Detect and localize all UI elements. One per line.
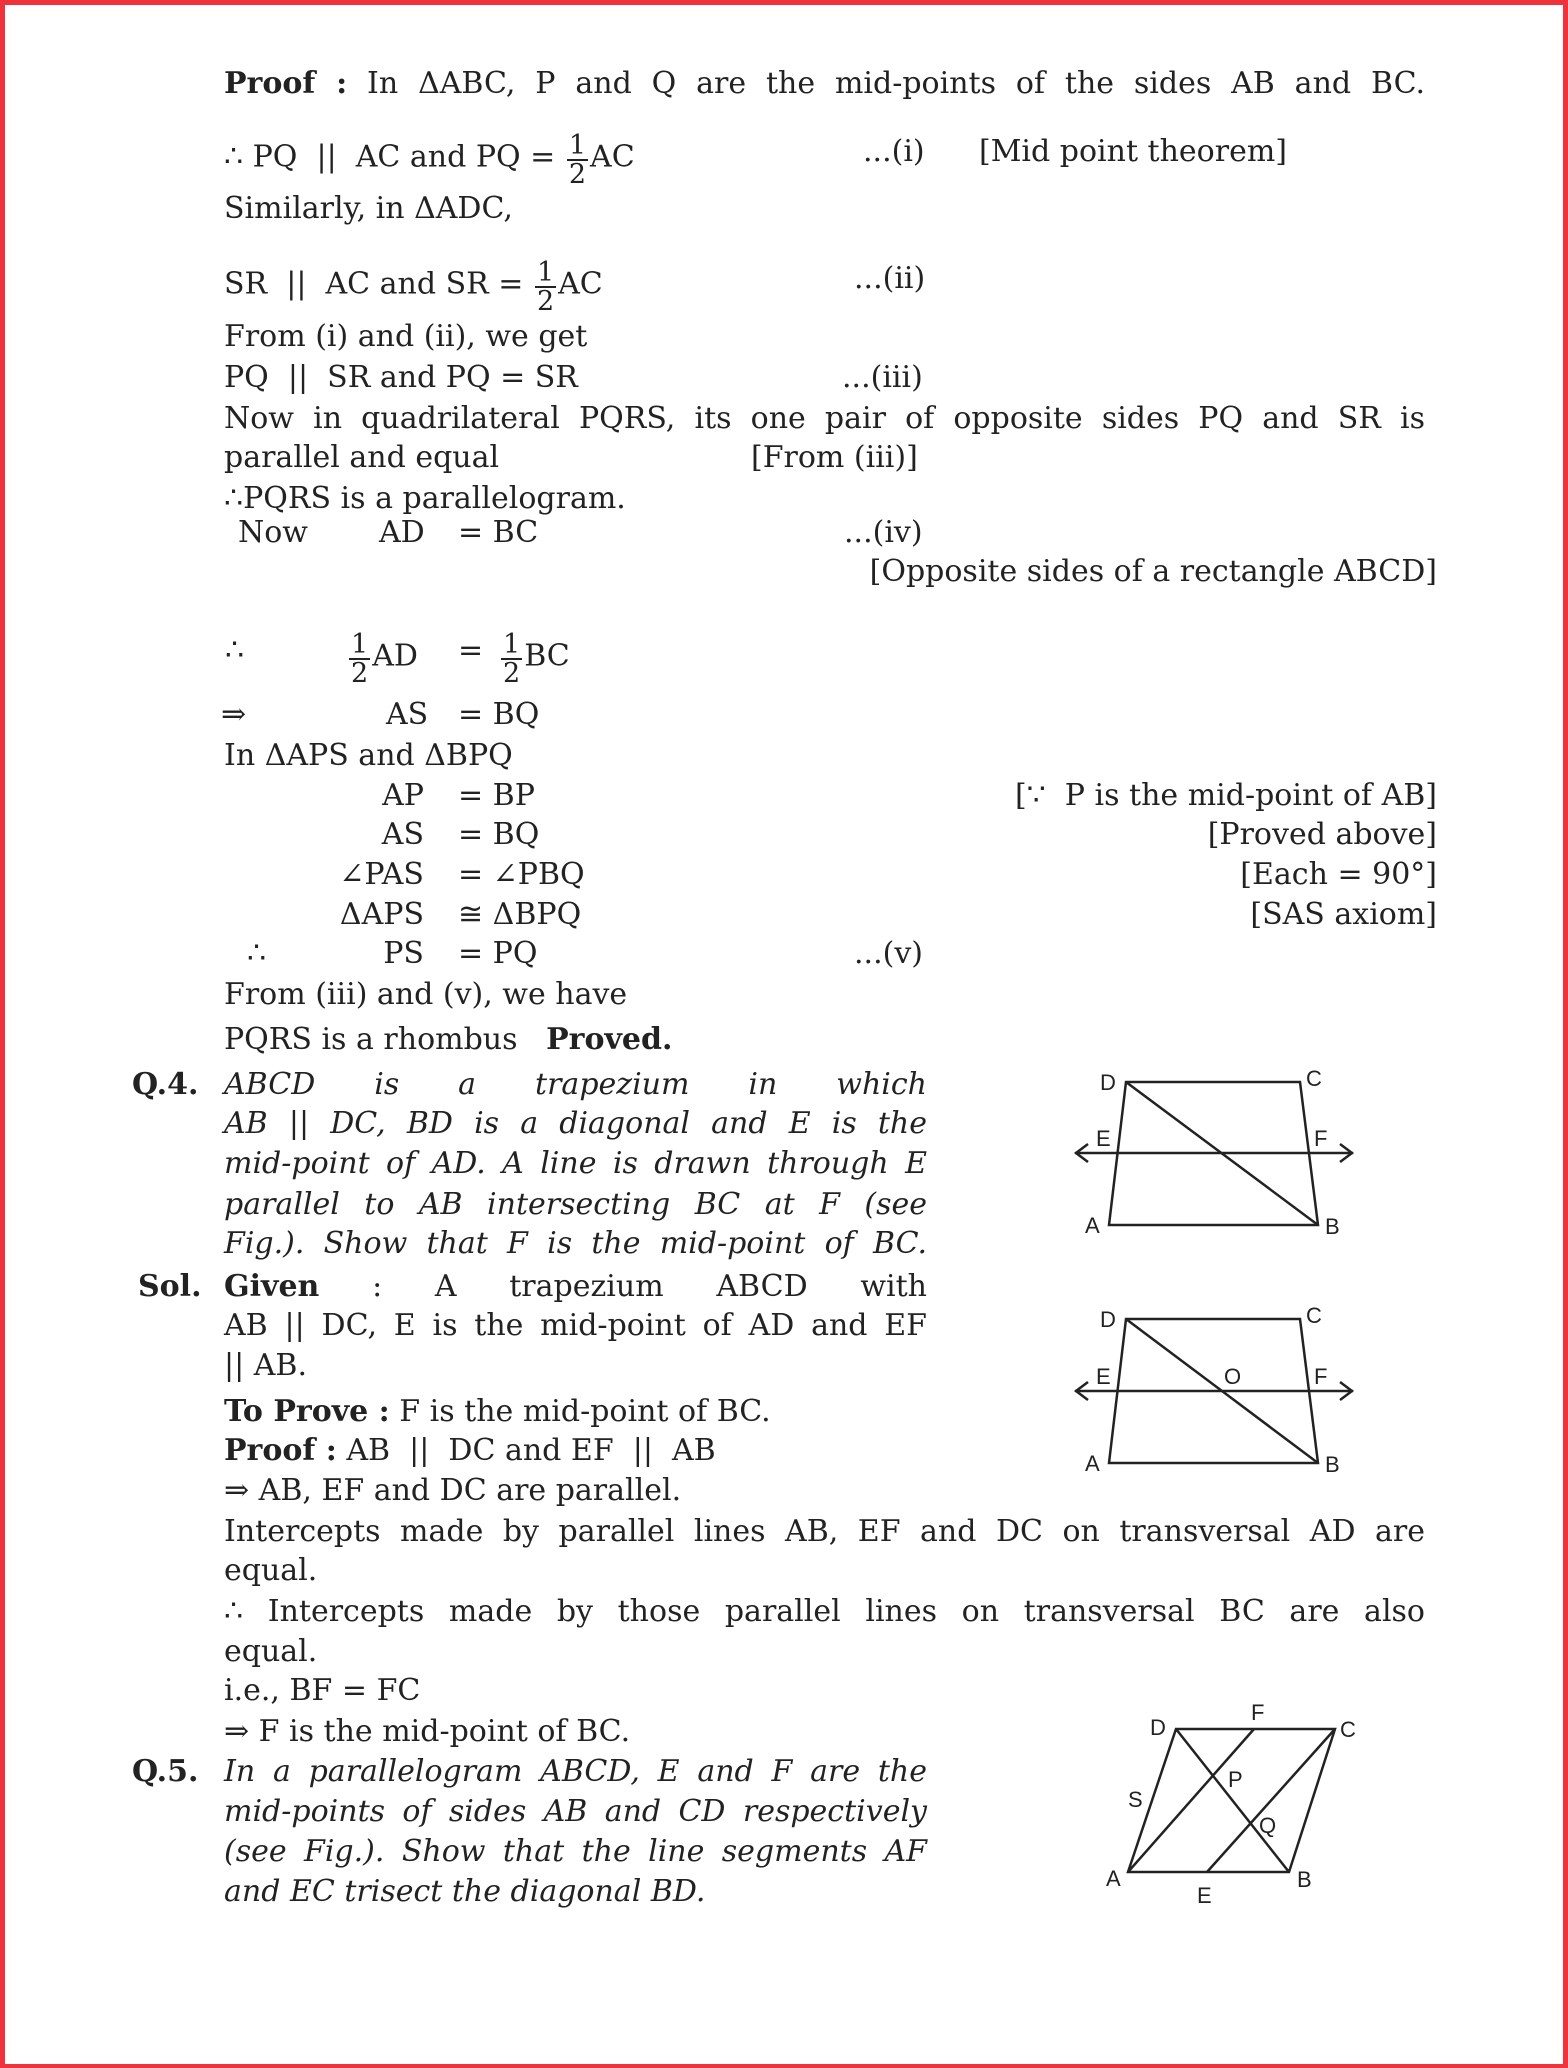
q4-line: AB || DC, BD is a diagonal and E is the bbox=[224, 1106, 927, 1141]
proof-label: Proof : bbox=[224, 66, 348, 101]
equation-text: ∴ PQ || AC and PQ = bbox=[224, 139, 565, 175]
q4-line: mid-point of AD. A line is drawn through E bbox=[224, 1146, 927, 1181]
q5-line: mid-points of sides AB and CD respectively bbox=[224, 1794, 927, 1829]
label-d: D bbox=[1150, 1715, 1166, 1740]
label-c: C bbox=[1340, 1717, 1356, 1742]
q4-line: parallel to AB intersecting BC at F (see bbox=[224, 1187, 927, 1222]
reason-mid-point-theorem: [Mid point theorem] bbox=[979, 134, 1287, 169]
label-o: O bbox=[1224, 1364, 1242, 1389]
sol-line: equal. bbox=[224, 1634, 318, 1669]
numerator: 1 bbox=[536, 257, 555, 288]
reason-from-iii: [From (iii)] bbox=[751, 440, 918, 475]
implies-symbol: ⇒ bbox=[221, 697, 247, 732]
equation-ref-iv: ...(iv) bbox=[844, 515, 923, 550]
equation-ref-iii: ...(iii) bbox=[842, 360, 923, 395]
denominator: 2 bbox=[536, 286, 555, 317]
row-rhs: = BP bbox=[458, 778, 535, 813]
label-f: F bbox=[1314, 1364, 1328, 1389]
row-lhs: AP bbox=[382, 778, 424, 813]
reason-opposite-sides: [Opposite sides of a rectangle ABCD] bbox=[869, 554, 1437, 589]
parallelogram-line: ∴PQRS is a parallelogram. bbox=[224, 481, 626, 516]
row-rhs: = BQ bbox=[458, 817, 540, 852]
q5-line: and EC trisect the diagonal BD. bbox=[224, 1874, 706, 1909]
bc-rhs: = BC bbox=[458, 515, 539, 550]
label-e: E bbox=[1096, 1364, 1111, 1389]
label-d: D bbox=[1100, 1070, 1116, 1095]
label-a: A bbox=[1085, 1451, 1100, 1476]
from-i-ii-line: From (i) and (ii), we get bbox=[224, 319, 588, 354]
q5-line: In a parallelogram ABCD, E and F are the bbox=[224, 1754, 927, 1789]
proof-text: AB || DC and EF || AB bbox=[346, 1433, 716, 1468]
bc-text: BC bbox=[524, 638, 570, 674]
ad-lhs: AD bbox=[379, 515, 425, 550]
parallel-equal-line: parallel and equal bbox=[224, 440, 500, 475]
denominator: 2 bbox=[351, 658, 369, 689]
row-reason: [∵ P is the mid-point of AB] bbox=[1014, 778, 1437, 813]
q5-label: Q.5. bbox=[132, 1754, 199, 1789]
ps-lhs: PS bbox=[383, 936, 424, 971]
bq-rhs: = BQ bbox=[458, 697, 540, 732]
label-a: A bbox=[1085, 1213, 1100, 1238]
parallelogram-figure bbox=[1106, 1700, 1356, 1908]
therefore-symbol: ∴ bbox=[225, 633, 245, 668]
given-label: Given bbox=[224, 1269, 320, 1304]
ad-text: AD bbox=[372, 638, 418, 674]
numerator: 1 bbox=[568, 130, 587, 161]
given-text: : A trapezium ABCD with bbox=[372, 1269, 927, 1304]
label-c: C bbox=[1306, 1303, 1322, 1328]
rhombus-text: PQRS is a rhombus bbox=[224, 1022, 518, 1057]
to-prove-label: To Prove : bbox=[224, 1394, 390, 1429]
segment-af bbox=[1128, 1729, 1254, 1872]
label-d: D bbox=[1100, 1307, 1116, 1332]
given-line-3: || AB. bbox=[224, 1348, 307, 1383]
proved-label: Proved. bbox=[546, 1022, 673, 1057]
sol-line: ⇒ F is the mid-point of BC. bbox=[224, 1714, 631, 1749]
pq-rhs: = PQ bbox=[458, 936, 538, 971]
row-reason: [Each = 90°] bbox=[1240, 857, 1437, 892]
triangles-line: In ΔAPS and ΔBPQ bbox=[224, 738, 513, 773]
trapezium-figure-2 bbox=[1075, 1303, 1353, 1477]
equation-ref-v: ...(v) bbox=[854, 936, 923, 971]
row-lhs: ΔAPS bbox=[339, 897, 424, 932]
proof-label: Proof : bbox=[224, 1433, 337, 1468]
label-s: S bbox=[1128, 1787, 1143, 1812]
to-prove-text: F is the mid-point of BC. bbox=[399, 1394, 771, 1429]
equation-text: SR || AC and SR = bbox=[224, 266, 533, 302]
label-c: C bbox=[1306, 1066, 1322, 1091]
sol-line: i.e., BF = FC bbox=[224, 1673, 421, 1708]
row-rhs: = ∠PBQ bbox=[458, 857, 585, 892]
therefore-symbol: ∴ bbox=[247, 936, 267, 971]
now-label: Now bbox=[238, 515, 308, 550]
q4-line: ABCD is a trapezium in which bbox=[224, 1067, 927, 1102]
q5-line: (see Fig.). Show that the line segments AF bbox=[224, 1834, 927, 1869]
sol-label: Sol. bbox=[138, 1269, 202, 1304]
row-rhs: ≅ ΔBPQ bbox=[458, 897, 582, 932]
label-f: F bbox=[1314, 1126, 1328, 1151]
sol-line: equal. bbox=[224, 1553, 318, 1588]
equation-ref-ii: ...(ii) bbox=[854, 261, 926, 296]
label-f: F bbox=[1251, 1700, 1265, 1725]
quadrilateral-line: Now in quadrilateral PQRS, its one pair of opposite sides PQ and SR is bbox=[224, 401, 1425, 436]
pq-sr-line: PQ || SR and PQ = SR bbox=[224, 360, 578, 395]
denominator: 2 bbox=[568, 159, 587, 190]
row-lhs: AS bbox=[381, 817, 424, 852]
label-p: P bbox=[1228, 1767, 1243, 1792]
equals-sign: = bbox=[458, 633, 484, 668]
q4-line: Fig.). Show that F is the mid-point of BC. bbox=[224, 1226, 927, 1261]
label-q: Q bbox=[1259, 1813, 1277, 1838]
label-b: B bbox=[1325, 1214, 1340, 1239]
label-b: B bbox=[1325, 1452, 1340, 1477]
sol-line: ∴ Intercepts made by those parallel lines on transversal BC are also bbox=[224, 1594, 1425, 1629]
label-e: E bbox=[1197, 1883, 1212, 1908]
sol-line: ⇒ AB, EF and DC are parallel. bbox=[224, 1473, 682, 1508]
similarly-line: Similarly, in ΔADC, bbox=[224, 191, 513, 226]
row-lhs: ∠PAS bbox=[339, 857, 424, 892]
as-lhs: AS bbox=[386, 697, 429, 732]
equation-ref-i: ...(i) bbox=[863, 134, 925, 169]
trapezium-figure-1 bbox=[1075, 1066, 1353, 1239]
sol-line: Intercepts made by parallel lines AB, EF and DC on transversal AD are bbox=[224, 1514, 1425, 1549]
label-b: B bbox=[1297, 1867, 1312, 1892]
from-iii-v-line: From (iii) and (v), we have bbox=[224, 977, 628, 1012]
numerator: 1 bbox=[503, 629, 521, 660]
label-e: E bbox=[1096, 1126, 1111, 1151]
equation-tail: AC bbox=[590, 139, 635, 175]
numerator: 1 bbox=[351, 629, 369, 660]
row-reason: [SAS axiom] bbox=[1250, 897, 1437, 932]
row-reason: [Proved above] bbox=[1207, 817, 1437, 852]
given-line-2: AB || DC, E is the mid-point of AD and EF bbox=[224, 1308, 927, 1343]
denominator: 2 bbox=[503, 658, 521, 689]
proof-text: In ΔABC, P and Q are the mid-points of the sides AB and BC. bbox=[367, 66, 1425, 101]
equation-tail: AC bbox=[558, 266, 603, 302]
q4-label: Q.4. bbox=[132, 1067, 199, 1102]
label-a: A bbox=[1106, 1866, 1121, 1891]
